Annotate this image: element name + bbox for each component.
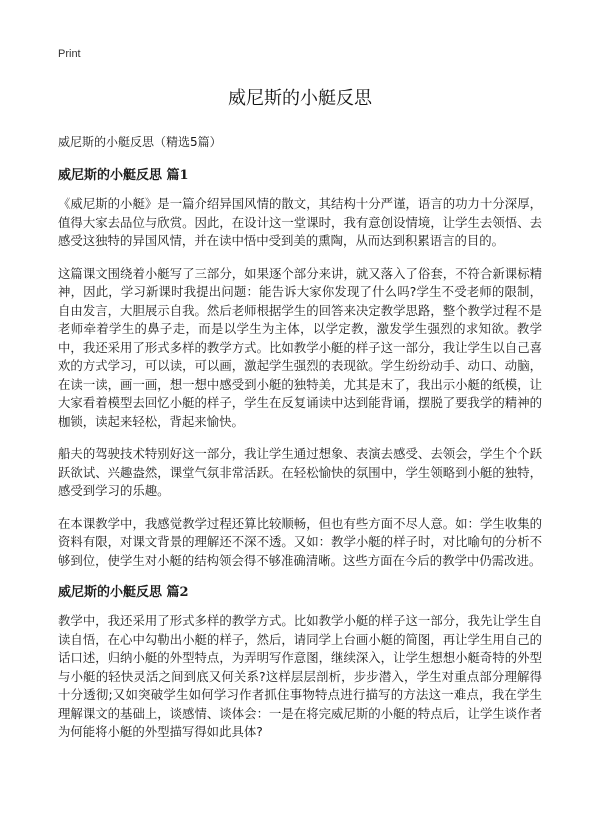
section-heading: 威尼斯的小艇反思 篇2 xyxy=(58,585,189,600)
section-1 xyxy=(58,167,542,570)
document-subtitle: 威尼斯的小艇反思（精选5篇） xyxy=(58,135,222,149)
section-2 xyxy=(58,584,542,742)
paragraph: 教学中，我还采用了形式多样的教学方式。比如教学小艇的样子这一部分，我先让学生自读自悟，在心中勾勒出小艇的样子，然后，请同学上台画小艇的简图，再让学生用自己的话口述，归纳小艇的外型特点，为弄明写作意图，继续深入，让学生想想小艇奇特的外型与小艇的轻快灵活之间到底又何关系?这样层层剖析，步步潜入，学生对重点部分理解得十分透彻;又如突破学生如何学习作者抓住事物特点进行描写的方法这一难点，我在学生理解课文的基础上，谈感情、谈体会：一是在将完威尼斯的小艇的特点后，让学生谈作者为何能将小艇的外型描写得如此具体? xyxy=(58,613,542,739)
print-link[interactable]: Print xyxy=(58,48,81,60)
paragraph: 《威尼斯的小艇》是一篇介绍异国风情的散文，其结构十分严谨，语言的功力十分深厚，值得大家去品位与欣赏。因此，在设计这一堂课时，我有意创设情境，让学生去领悟、去感受这独特的异国风情，并在读中悟中受到美的熏陶，从而达到积累语言的目的。 xyxy=(58,196,542,248)
page-title: 威尼斯的小艇反思 xyxy=(228,88,372,109)
paragraph: 这篇课文围绕着小艇写了三部分，如果逐个部分来讲，就又落入了俗套，不符合新课标精神，因此，学习新课时我提出问题：能告诉大家你发现了什么吗?学生不受老师的限制，自由发言，大胆展示自我。然后老师根据学生的回答来决定教学思路，整个教学过程不是老师牵着学生的鼻子走，而是以学生为主体，以学定教，激发学生强烈的求知欲。教学中，我还采用了形式多样的教学方式。比如教学小艇的样子这一部分，我让学生以自己喜欢的方式学习，可以读，可以画，激起学生强烈的表现欲。学生纷纷动手、动口、动脑，在读一读，画一画，想一想中感受到小艇的独特美，尤其是末了，我出示小艇的纸模，让大家看着模型去回忆小艇的样子，学生在反复诵读中达到能背诵，摆脱了要我学的精神的枷锁，读起来轻松，背起来愉快。 xyxy=(58,265,542,429)
paragraph: 船夫的驾驶技术特别好这一部分，我让学生通过想象、表演去感受、去领会，学生个个跃跃欲试、兴趣盎然，课堂气氛非常活跃。在轻松愉快的氛围中，学生领略到小艇的独特，感受到学习的乐趣。 xyxy=(58,446,542,498)
section-heading: 威尼斯的小艇反思 篇1 xyxy=(58,168,189,183)
paragraph: 在本课教学中，我感觉教学过程还算比较顺畅，但也有些方面不尽人意。如：学生收集的资料有限，对课文背景的理解还不深不透。又如：教学小艇的样子时，对比喻句的分析不够到位，使学生对小艇的结构领会得不够准确清晰。这些方面在今后的教学中仍需改进。 xyxy=(58,515,542,568)
